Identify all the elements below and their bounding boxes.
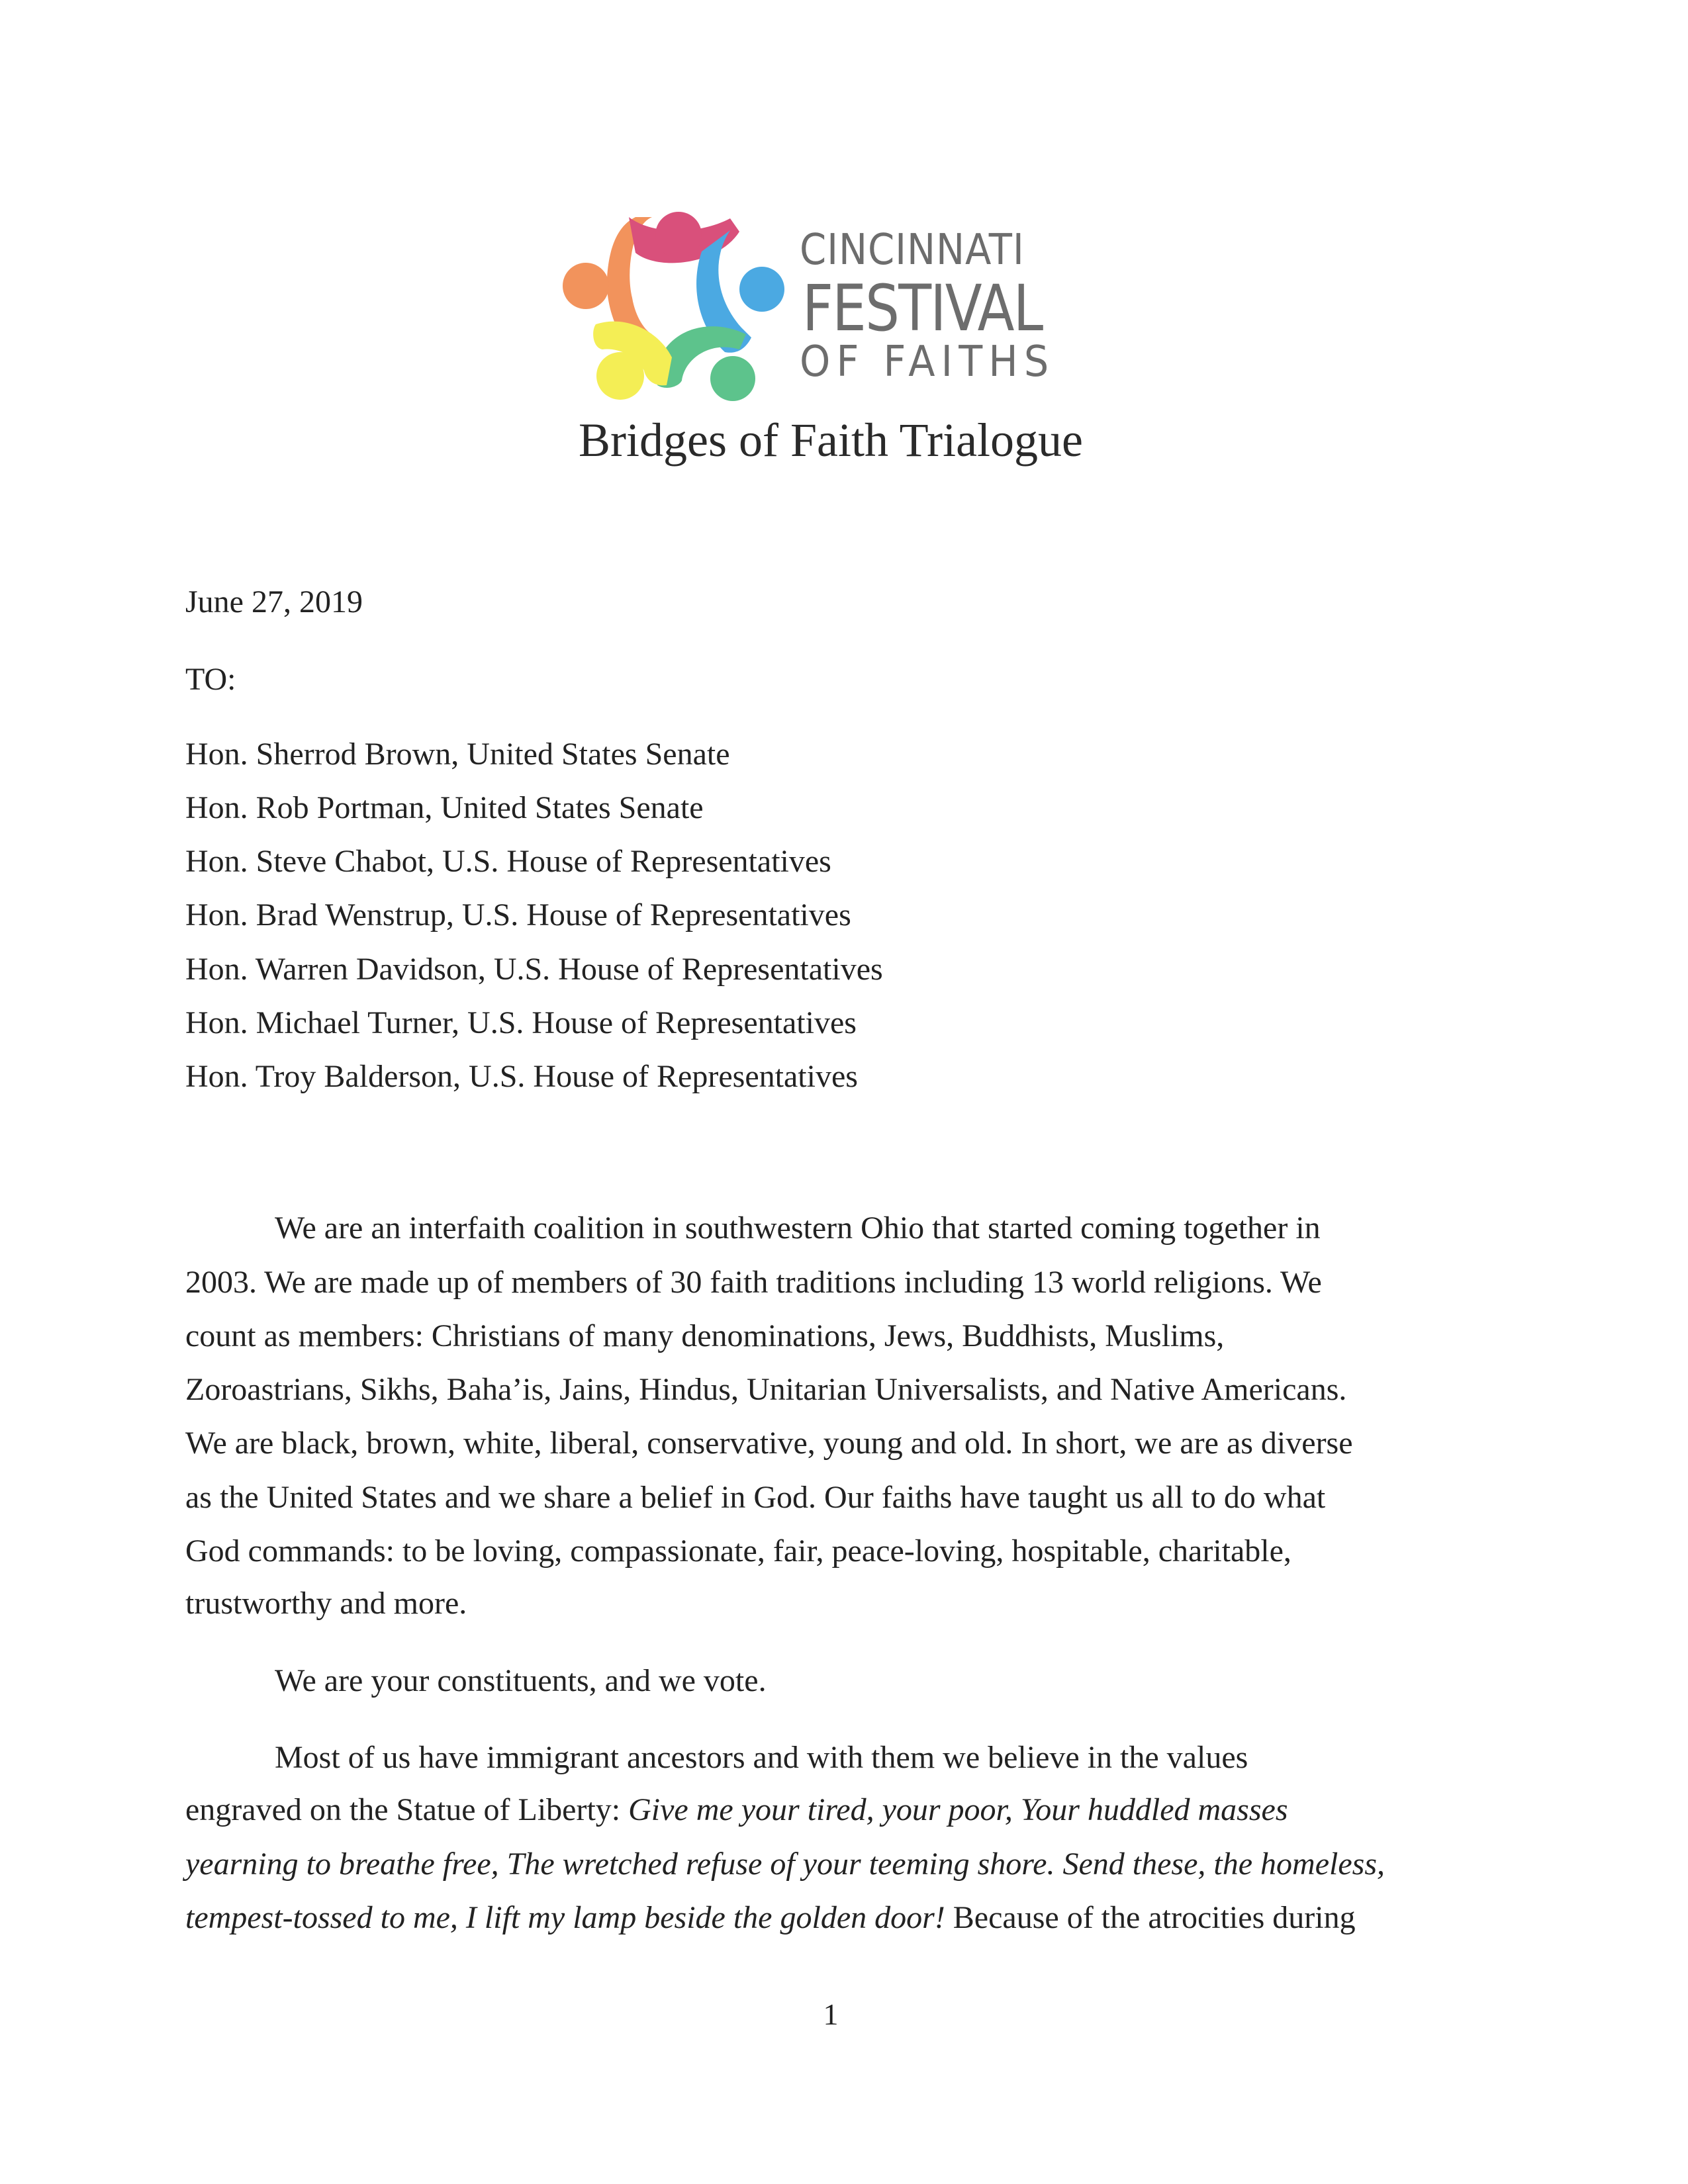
logo-head-yellow — [596, 352, 644, 400]
paragraph-line: God commands: to be loving, compassionate, fair, peace-loving, hospitable, charitable, — [185, 1533, 1291, 1569]
letter-date: June 27, 2019 — [185, 584, 363, 619]
recipient: Hon. Troy Balderson, U.S. House of Representatives — [185, 1059, 858, 1094]
festival-logo-icon — [553, 199, 784, 404]
to-label: TO: — [185, 662, 236, 697]
paragraph-line: count as members: Christians of many denominations, Jews, Buddhists, Muslims, — [185, 1318, 1225, 1353]
recipient: Hon. Steve Chabot, U.S. House of Representatives — [185, 844, 831, 879]
logo-text-of-faiths: OF FAITHS — [800, 338, 1055, 387]
logo-head-blue — [739, 267, 784, 312]
paragraph-line — [185, 1891, 1356, 1944]
recipient: Hon. Rob Portman, United States Senate — [185, 790, 704, 825]
recipient: Hon. Brad Wenstrup, U.S. House of Representatives — [185, 897, 851, 933]
paragraph-line: Most of us have immigrant ancestors and with them we believe in the values — [275, 1740, 1248, 1775]
paragraph-line: as the United States and we share a belief in God. Our faiths have taught us all to do what — [185, 1480, 1326, 1515]
page-number: 1 — [823, 1997, 839, 2031]
paragraph-line: 2003. We are made up of members of 30 faith traditions including 13 world religions. We — [185, 1265, 1322, 1300]
paragraph-text: engraved on the Statue of Liberty: — [185, 1792, 629, 1827]
paragraph-line: Zoroastrians, Sikhs, Baha’is, Jains, Hindus, Unitarian Universalists, and Native Americans. — [185, 1372, 1347, 1407]
paragraph-line: We are an interfaith coalition in southwestern Ohio that started coming together in — [275, 1210, 1321, 1246]
paragraph-constituents: We are your constituents, and we vote. — [275, 1663, 767, 1698]
logo-head-orange — [563, 263, 609, 309]
document-title: Bridges of Faith Trialogue — [578, 414, 1083, 467]
logo-text-cincinnati: CINCINNATI — [800, 226, 1025, 275]
quotation-line: yearning to breathe free, The wretched refuse of your teeming shore. Send these, the homeless, — [185, 1846, 1385, 1882]
paragraph-line: We are black, brown, white, liberal, conservative, young and old. In short, we are as diverse — [185, 1426, 1353, 1461]
paragraph-text: Because of the atrocities during — [945, 1900, 1356, 1935]
recipient: Hon. Sherrod Brown, United States Senate — [185, 737, 730, 772]
logo-head-pink — [655, 212, 702, 258]
paragraph-line — [185, 1784, 1288, 1837]
quotation-text: tempest-tossed to me, I lift my lamp beside the golden door! — [185, 1900, 945, 1935]
paragraph-line: trustworthy and more. — [185, 1586, 467, 1621]
logo-head-green — [710, 356, 755, 401]
recipient: Hon. Michael Turner, U.S. House of Representatives — [185, 1005, 857, 1040]
logo-text-festival: FESTIVAL — [802, 271, 1043, 345]
recipient: Hon. Warren Davidson, U.S. House of Representatives — [185, 952, 883, 987]
quotation-text: Give me your tired, your poor, Your huddled masses — [628, 1792, 1288, 1827]
